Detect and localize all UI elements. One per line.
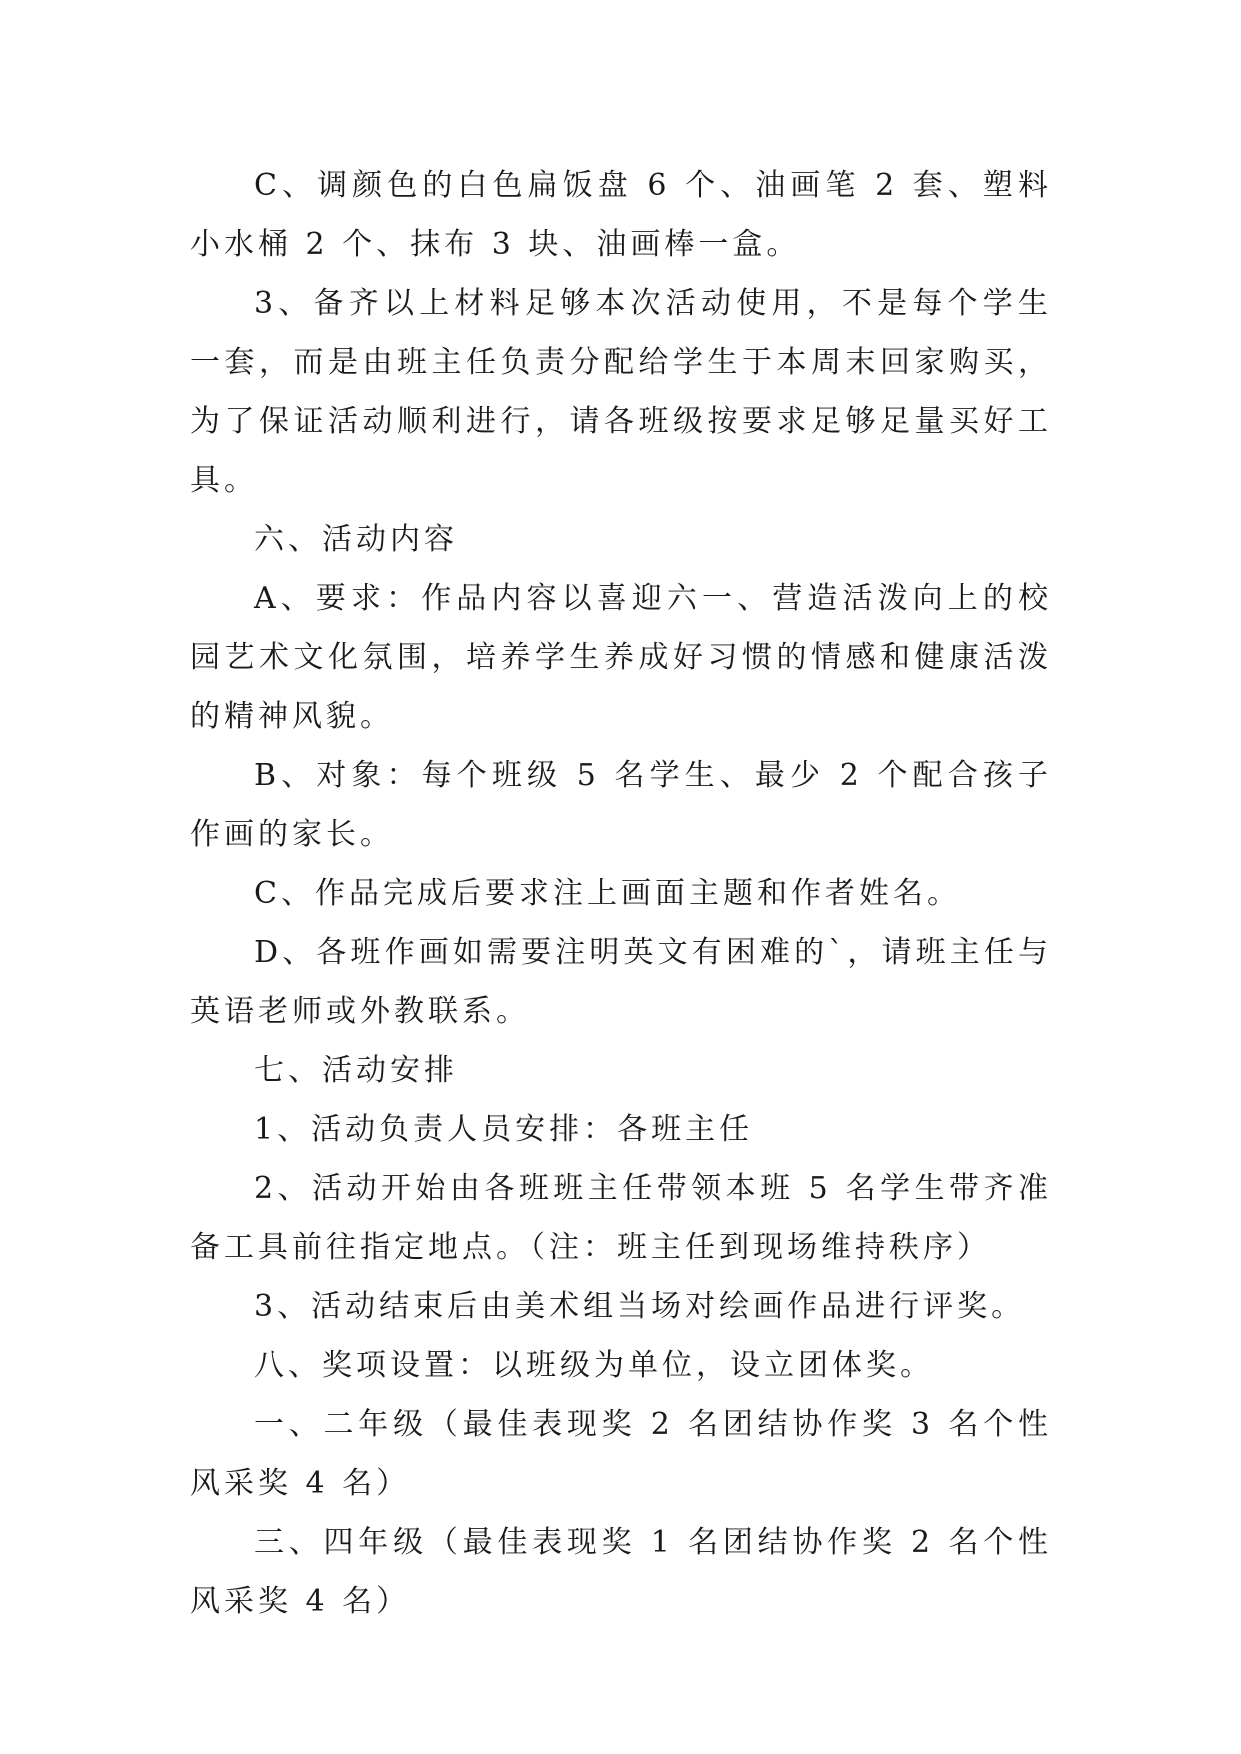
paragraph-requirement-a: A、要求：作品内容以喜迎六一、营造活泼向上的校园艺术文化氛围，培养学生养成好习惯的情感和健康活泼的精神风貌。 — [190, 581, 1052, 734]
paragraph-arrangement-2: 2、活动开始由各班班主任带领本班 5 名学生带齐准备工具前往指定地点。（注：班主任到现场维持秩序） — [190, 1171, 1052, 1265]
paragraph-target-b: B、对象：每个班级 5 名学生、最少 2 个配合孩子作画的家长。 — [190, 758, 1052, 852]
section-heading-awards: 八、奖项设置：以班级为单位，设立团体奖。 — [254, 1348, 934, 1383]
paragraph-arrangement-3: 3、活动结束后由美术组当场对绘画作品进行评奖。 — [254, 1289, 1026, 1324]
paragraph-awards-grade-1-2: 一、二年级（最佳表现奖 2 名团结协作奖 3 名个性风采奖 4 名） — [190, 1407, 1052, 1501]
paragraph-awards-grade-3-4: 三、四年级（最佳表现奖 1 名团结协作奖 2 名个性风采奖 4 名） — [190, 1525, 1052, 1619]
document-body — [190, 156, 1052, 1631]
section-heading-activity-content: 六、活动内容 — [254, 522, 458, 557]
section-heading-arrangement: 七、活动安排 — [254, 1053, 458, 1088]
paragraph-artwork-c: C、作品完成后要求注上画面主题和作者姓名。 — [254, 876, 961, 911]
paragraph-english-d: D、各班作画如需要注明英文有困难的`，请班主任与英语老师或外教联系。 — [190, 935, 1052, 1029]
paragraph-arrangement-1: 1、活动负责人员安排：各班主任 — [254, 1112, 754, 1147]
paragraph-materials-3: 3、备齐以上材料足够本次活动使用，不是每个学生一套，而是由班主任负责分配给学生于本周末回家购买，为了保证活动顺利进行，请各班级按要求足够足量买好工具。 — [190, 286, 1052, 498]
paragraph-materials-c: C、调颜色的白色扁饭盘 6 个、油画笔 2 套、塑料小水桶 2 个、抹布 3 块、油画棒一盒。 — [190, 168, 1052, 262]
